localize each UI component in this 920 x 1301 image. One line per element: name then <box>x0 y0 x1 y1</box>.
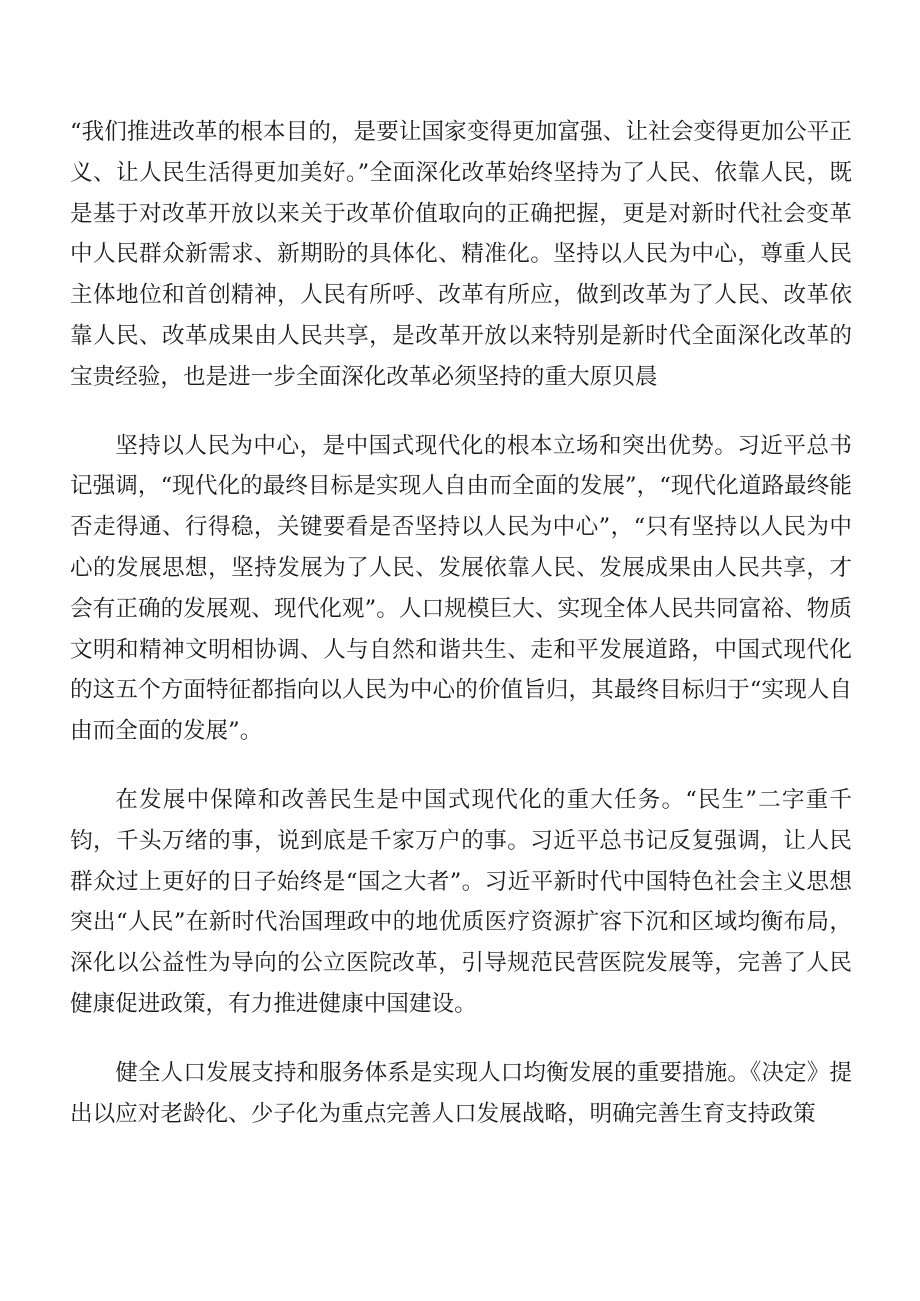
paragraph-3: 在发展中保障和改善民生是中国式现代化的重大任务。“民生”二字重千钧，千头万绪的事，说到底是千家万户的事。习近平总书记反复强调，让人民群众过上更好的日子始终是“国之大者”。习近平新时代中国特色社会主义思想突出“人民”在新时代治国理政中的地优质医疗资源扩容下沉和区域均衡布局，深化以公益性为导向的公立医院改革，引导规范民营医院发展等，完善了人民健康促进政策，有力推进健康中国建设。 <box>70 786 852 1017</box>
document-page <box>70 112 852 1162</box>
paragraph-4: 健全人口发展支持和服务体系是实现人口均衡发展的重要措施。《决定》提出以应对老龄化、少子化为重点完善人口发展战略，明确完善生育支持政策 <box>70 1059 852 1127</box>
paragraph-1: “我们推进改革的根本目的，是要让国家变得更加富强、让社会变得更加公平正义、让人民生活得更加美好。”全面深化改革始终坚持为了人民、依靠人民，既是基于对改革开放以来关于改革价值取向的正确把握，更是对新时代社会变革中人民群众新需求、新期盼的具体化、精准化。坚持以人民为中心，尊重人民主体地位和首创精神，人民有所呼、改革有所应，做到改革为了人民、改革依靠人民、改革成果由人民共享，是改革开放以来特别是新时代全面深化改革的宝贵经验，也是进一步全面深化改革必须坚持的重大原贝晨 <box>70 119 852 390</box>
paragraph-2: 坚持以人民为中心，是中国式现代化的根本立场和突出优势。习近平总书记强调，“现代化的最终目标是实现人自由而全面的发展”，“现代化道路最终能否走得通、行得稳，关键要看是否坚持以人民为中心”，“只有坚持以人民为中心的发展思想，坚持发展为了人民、发展依靠人民、发展成果由人民共享，才会有正确的发展观、现代化观”。人口规模巨大、实现全体人民共同富裕、物质文明和精神文明相协调、人与自然和谐共生、走和平发展道路，中国式现代化的这五个方面特征都指向以人民为中心的价值旨归，其最终目标归于“实现人自由而全面的发展”。 <box>70 432 852 745</box>
